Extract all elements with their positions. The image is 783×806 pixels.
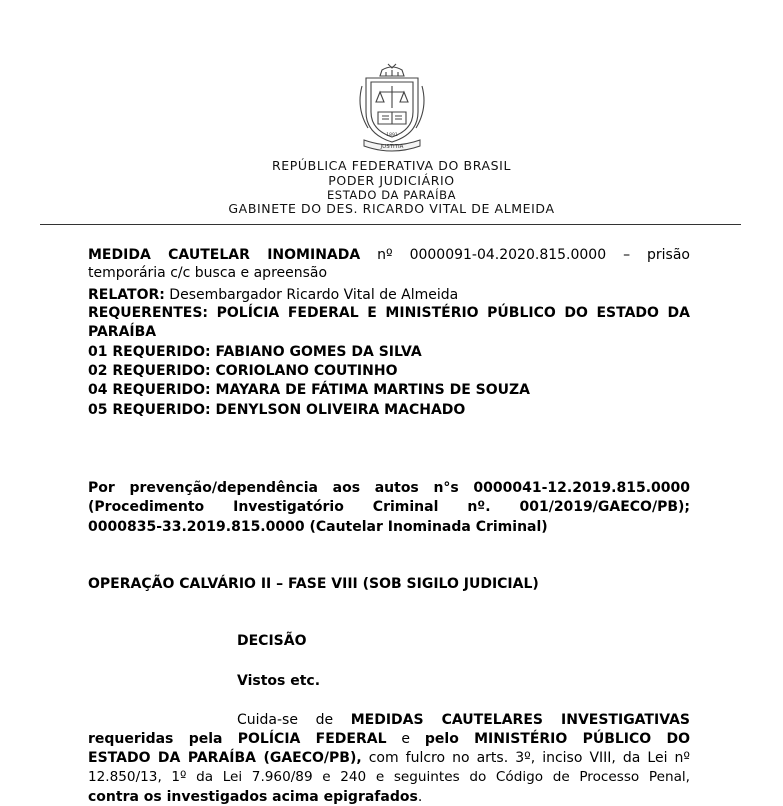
paragraph-line1 xyxy=(237,711,690,729)
paragraph-line2 xyxy=(88,730,690,748)
prevencao-line1: Por prevenção/dependência aos autos n°s 0000041-12.2019.815.0000 xyxy=(88,480,690,496)
relator-label: RELATOR: xyxy=(88,287,165,303)
header-office: GABINETE DO DES. RICARDO VITAL DE ALMEIDA xyxy=(228,201,555,216)
header-republic: REPÚBLICA FEDERATIVA DO BRASIL xyxy=(271,158,512,173)
requerido-item: 01 REQUERIDO: FABIANO GOMES DA SILVA xyxy=(88,344,422,360)
paragraph-bold: pelo MINISTÉRIO PÚBLICO DO xyxy=(424,731,691,747)
court-coat-of-arms-icon xyxy=(352,62,432,154)
paragraph-line5 xyxy=(88,788,690,806)
relator-line xyxy=(88,286,690,304)
paragraph-bold: ESTADO DA PARAÍBA (GAECO/PB), xyxy=(88,750,362,766)
crest-motto: JUSTITIA xyxy=(380,144,404,150)
vistos-line: Vistos etc. xyxy=(237,673,321,689)
header-divider xyxy=(40,224,741,225)
decisao-heading: DECISÃO xyxy=(237,633,307,649)
case-title-cont: temporária c/c busca e apreensão xyxy=(88,265,328,281)
header-judiciary: PODER JUDICIÁRIO xyxy=(328,173,455,188)
paragraph-text: e xyxy=(386,731,425,747)
paragraph-text: com fulcro no arts. 3º, inciso VIII, da Lei nº xyxy=(361,750,690,766)
case-title xyxy=(88,246,690,264)
paragraph-line3 xyxy=(88,749,690,767)
requerentes-line2: PARAÍBA xyxy=(88,324,157,340)
crest-year: 1891 xyxy=(386,133,398,138)
paragraph-bold: requeridas pela POLÍCIA FEDERAL xyxy=(88,731,387,747)
operacao-heading: OPERAÇÃO CALVÁRIO II – FASE VIII (SOB SIGILO JUDICIAL) xyxy=(88,576,539,592)
requerido-item: 05 REQUERIDO: DENYLSON OLIVEIRA MACHADO xyxy=(88,402,466,418)
prevencao-line3: 0000835-33.2019.815.0000 (Cautelar Inominada Criminal) xyxy=(88,519,548,535)
case-title-bold: MEDIDA CAUTELAR INOMINADA xyxy=(88,247,361,263)
paragraph-bold: contra os investigados acima epigrafados xyxy=(88,789,418,805)
paragraph-line4: 12.850/13, 1º da Lei 7.960/89 e 240 e seguintes do Código de Processo Penal, xyxy=(88,769,690,785)
requerido-item: 02 REQUERIDO: CORIOLANO COUTINHO xyxy=(88,363,398,379)
paragraph-text: . xyxy=(417,789,423,805)
paragraph-text: Cuida-se de xyxy=(237,712,351,728)
case-title-number: nº 0000091-04.2020.815.0000 – prisão xyxy=(360,247,690,263)
paragraph-bold: MEDIDAS CAUTELARES INVESTIGATIVAS xyxy=(350,712,690,728)
prevencao-line2: (Procedimento Investigatório Criminal nº. 001/2019/GAECO/PB); xyxy=(88,499,690,515)
relator-value: Desembargador Ricardo Vital de Almeida xyxy=(164,287,459,303)
requerentes-line1: REQUERENTES: POLÍCIA FEDERAL E MINISTÉRIO PÚBLICO DO ESTADO DA xyxy=(88,305,690,321)
requerido-item: 04 REQUERIDO: MAYARA DE FÁTIMA MARTINS DE SOUZA xyxy=(88,382,530,398)
header-state: ESTADO DA PARAÍBA xyxy=(326,188,457,202)
